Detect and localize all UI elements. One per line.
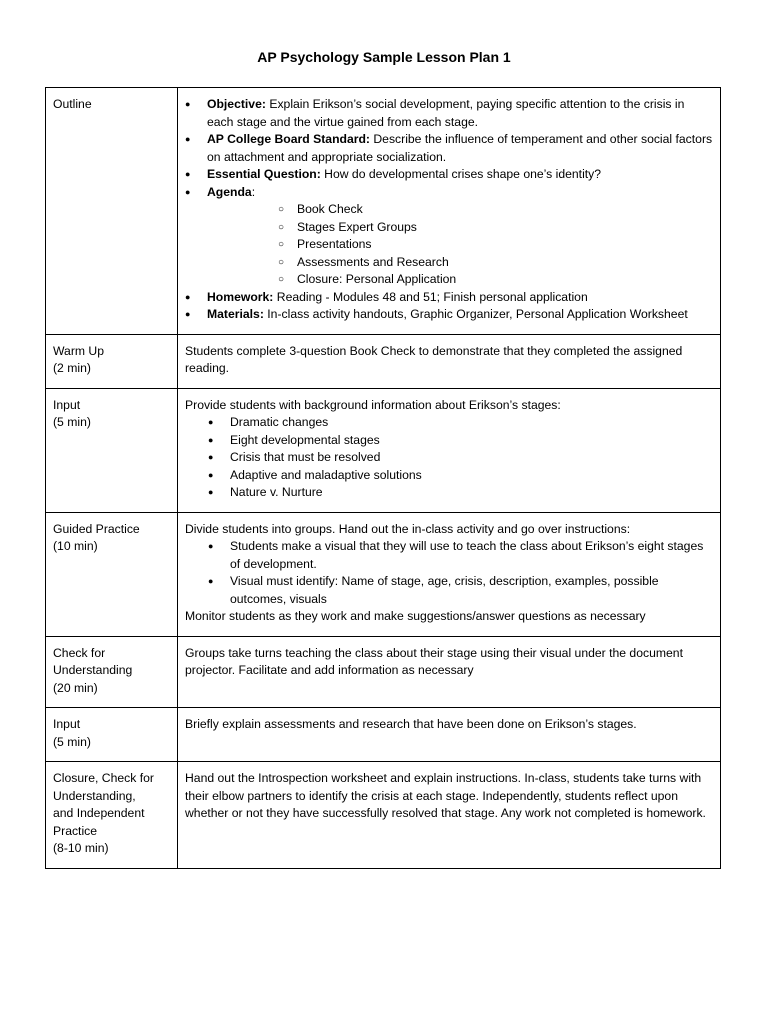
row-label: [46, 388, 178, 512]
question-label: Essential Question:: [207, 167, 321, 181]
row-label: [46, 334, 178, 388]
row-content: [178, 708, 721, 762]
row-label-line: and Independent: [53, 806, 145, 820]
list-item: ● Eight developmental stages: [208, 432, 713, 450]
row-content: [178, 334, 721, 388]
row-label-line: Practice: [53, 823, 98, 838]
row-label-duration: (5 min): [53, 734, 91, 749]
table-row-guided-practice: [46, 512, 721, 636]
list-item-materials: [185, 306, 713, 324]
list-item-homework: [185, 289, 713, 307]
row-label-line: Understanding: [53, 663, 133, 677]
list-item: ● Crisis that must be resolved: [208, 449, 713, 467]
list-item: ● Dramatic changes: [208, 414, 713, 432]
table-row-input: [46, 388, 721, 512]
row-content: [178, 762, 721, 869]
objective-text: Explain Erikson’s social development, paying specific attention to the crisis in each stage and the virtue gained from each stage.: [207, 97, 685, 129]
question-text: How do developmental crises shape one’s identity?: [320, 167, 602, 181]
table-row-check-understanding: [46, 636, 721, 708]
row-label-duration: (20 min): [53, 680, 98, 695]
row-label-duration: (5 min): [53, 415, 91, 429]
list-item: ● Students make a visual that they will use to teach the class about Erikson’s eight stages of development.: [208, 538, 713, 573]
list-item-standard: [185, 131, 713, 166]
guided-outro: Monitor students as they work and make suggestions/answer questions as necessary: [185, 609, 646, 623]
homework-text: Reading - Modules 48 and 51; Finish personal application: [273, 289, 588, 304]
list-item: ● Visual must identify: Name of stage, age, crisis, description, examples, possible outcomes, visuals: [208, 573, 713, 608]
standard-label: AP College Board Standard:: [207, 132, 370, 146]
input-list: [185, 414, 713, 502]
row-label: [46, 708, 178, 762]
page-title: AP Psychology Sample Lesson Plan 1: [257, 49, 511, 65]
row-label-duration: (8-10 min): [53, 841, 109, 855]
row-content: [178, 388, 721, 512]
agenda-item: ○ Stages Expert Groups: [207, 219, 713, 237]
list-item-agenda: [185, 184, 713, 289]
row-label-line: Warm Up: [53, 343, 105, 358]
row-label-line: Check for: [53, 645, 106, 660]
agenda-item: ○ Book Check: [207, 201, 713, 219]
row-content: [178, 88, 721, 335]
row-label-line: Input: [53, 397, 81, 412]
materials-text: In-class activity handouts, Graphic Organizer, Personal Application Worksheet: [263, 307, 688, 321]
row-content: [178, 636, 721, 708]
row-label: [46, 512, 178, 636]
homework-label: Homework:: [207, 289, 274, 304]
row-label-line: Input: [53, 717, 81, 731]
agenda-item: ○ Presentations: [207, 236, 713, 254]
closure-text: Hand out the Introspection worksheet and explain instructions. In-class, students take turns with their elbow partners to identify the crisis at each stage. Independently, students reflect upon whether or not they have successfully resolved that stage. Any work not completed is homework.: [185, 771, 706, 820]
check-text: Groups take turns teaching the class about their stage using their visual under the document projector. Facilitate and add information as necessary: [185, 645, 683, 677]
outline-list: [185, 96, 713, 324]
warmup-text: Students complete 3-question Book Check to demonstrate that they completed the assigned reading.: [185, 343, 683, 375]
row-label-line: Understanding,: [53, 788, 136, 803]
table-row-outline: [46, 88, 721, 335]
list-item: ● Nature v. Nurture: [208, 484, 713, 502]
list-item: ● Adaptive and maladaptive solutions: [208, 467, 713, 485]
agenda-item: ○ Closure: Personal Application: [207, 271, 713, 289]
agenda-label: Agenda: [207, 184, 252, 199]
lesson-plan-table: [45, 87, 721, 869]
row-label: [46, 88, 178, 335]
row-label: [46, 636, 178, 708]
table-row-warmup: [46, 334, 721, 388]
objective-label: Objective:: [207, 97, 266, 111]
row-label: [46, 762, 178, 869]
agenda-item: ○ Assessments and Research: [207, 254, 713, 272]
row-label-line: Guided Practice: [53, 521, 140, 536]
row-label-duration: (2 min): [53, 361, 91, 375]
input2-text: Briefly explain assessments and research that have been done on Erikson’s stages.: [185, 717, 637, 731]
input-intro: Provide students with background information about Erikson’s stages:: [185, 397, 561, 412]
agenda-colon: :: [251, 184, 256, 199]
row-label-line: Closure, Check for: [53, 771, 154, 785]
row-label-duration: (10 min): [53, 539, 98, 553]
list-item-objective: [185, 96, 713, 131]
guided-list: [185, 538, 713, 608]
table-row-closure: [46, 762, 721, 869]
table-row-input: [46, 708, 721, 762]
materials-label: Materials:: [207, 307, 264, 321]
guided-intro: Divide students into groups. Hand out the in-class activity and go over instructions:: [185, 521, 631, 536]
row-label-line: Outline: [53, 97, 92, 111]
row-content: [178, 512, 721, 636]
standard-text: Describe the influence of temperament and other social factors on attachment and appropriate socialization.: [207, 132, 713, 164]
list-item-question: [185, 166, 713, 184]
agenda-list: [207, 201, 713, 289]
